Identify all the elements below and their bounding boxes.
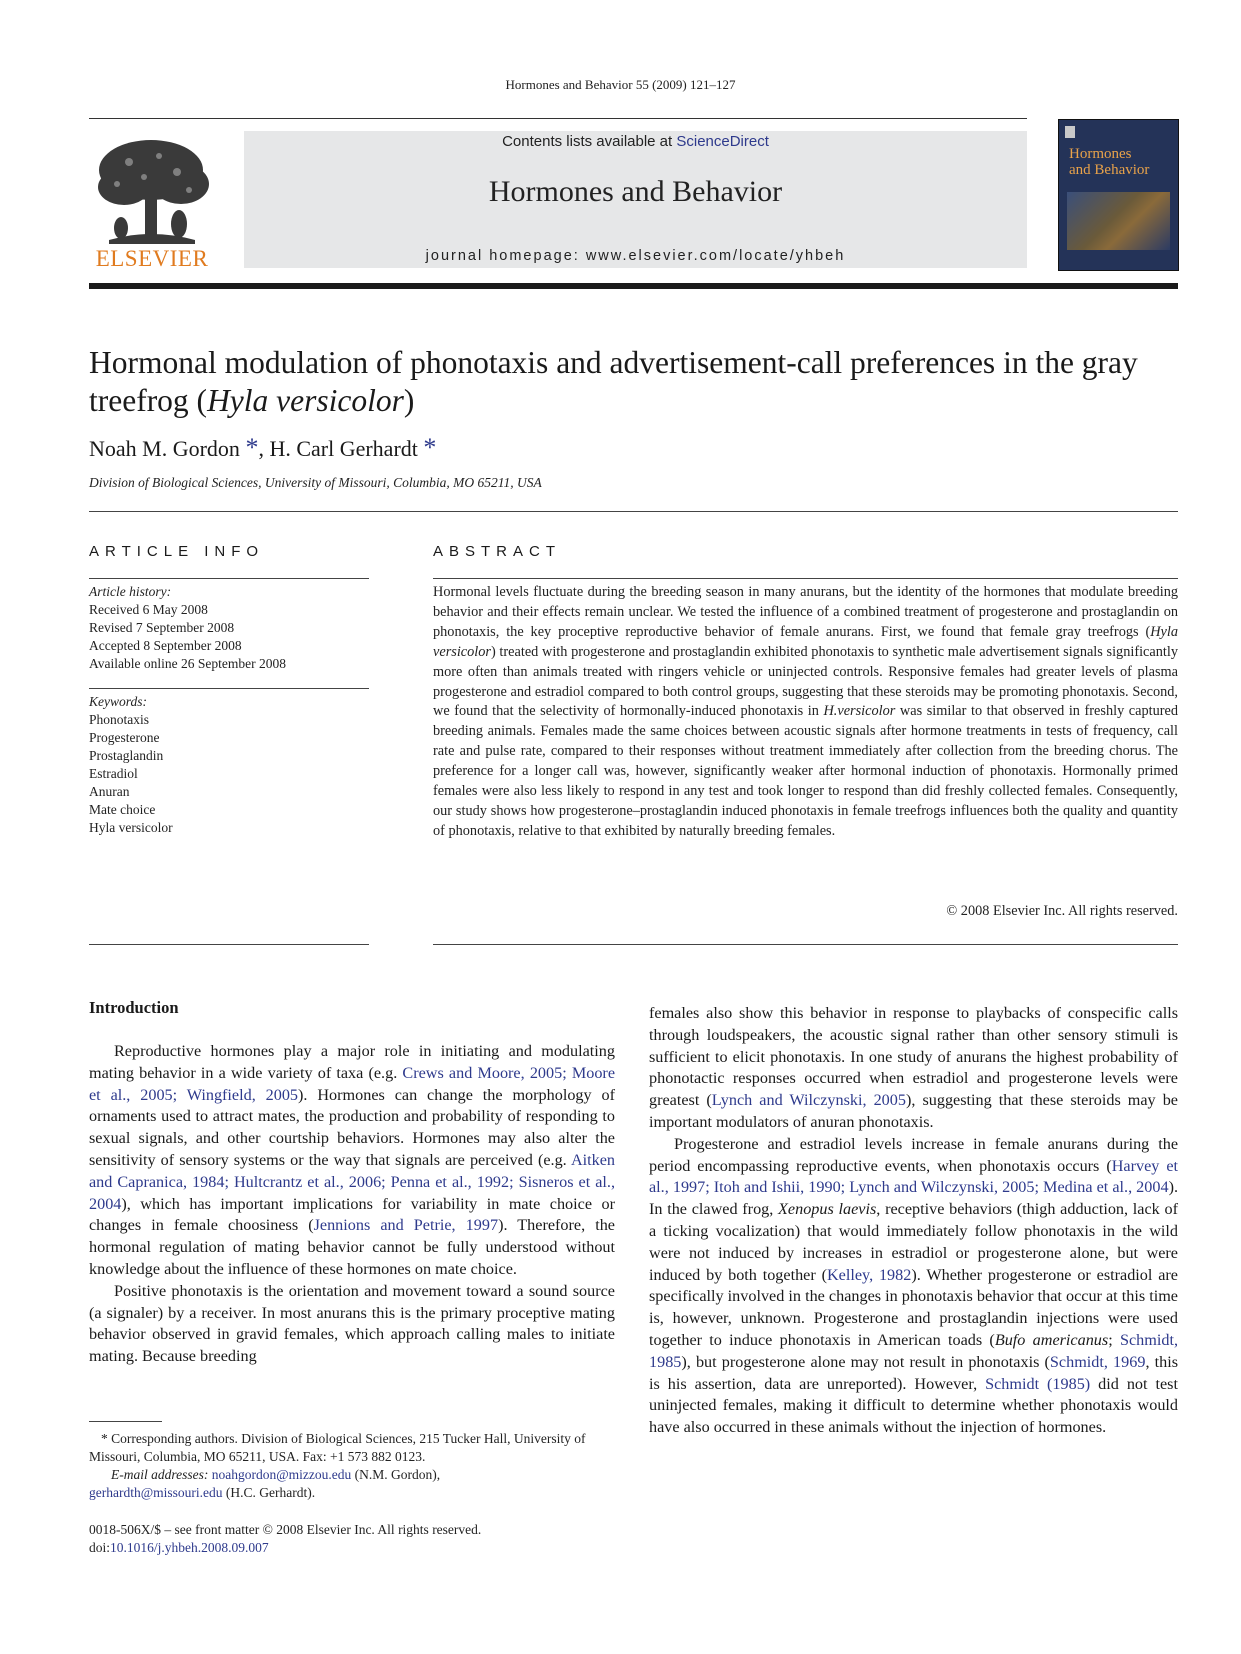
- corresponding-author-marker-1[interactable]: *: [245, 433, 259, 462]
- text-run: , receptive behaviors (thigh adduction, lack of a ticking vocalization) that would immediately follow phonotaxis in the wild were not induced by increases in estradiol or progesterone alone, but were induced by both together (: [649, 1200, 1178, 1284]
- article-info-heading: ARTICLE INFO: [89, 543, 265, 560]
- text-run: ). In the clawed frog,: [649, 1178, 1178, 1219]
- cover-publisher-icon: [1065, 126, 1075, 138]
- title-main: Hormonal modulation of phonotaxis and advertisement-call preferences in the gray treefrog (: [89, 345, 1138, 418]
- title-end: ): [403, 383, 415, 418]
- footnote-emails-cont: [89, 1484, 615, 1502]
- footnote-rule: [89, 1421, 162, 1422]
- history-item: Received 6 May 2008: [89, 602, 208, 617]
- abstract-part: Hormonal levels fluctuate during the breeding season in many anurans, but the identity of the hormones that modulate breeding behavior and their effects remain unclear. We tested the influence of a combined treatment of progesterone and prostaglandin on phonotaxis, the key proceptive reproductive behavior of female anurans. First, we found that female gray treefrogs (: [433, 584, 1178, 640]
- text-run: ), but progesterone alone may not result in phonotaxis (: [681, 1352, 1050, 1371]
- keyword-item: Mate choice: [89, 802, 156, 817]
- text-run: ). Therefore, the hormonal regulation of mating behavior cannot be fully understood without knowledge about the influence of these hormones on mate choice.: [89, 1216, 615, 1278]
- divider: [89, 944, 369, 945]
- abstract-heading: ABSTRACT: [433, 543, 562, 560]
- homepage-prefix: journal homepage:: [425, 248, 586, 264]
- abstract-species: Hyla versicolor: [433, 623, 1178, 660]
- cover-frog-photo: [1067, 192, 1170, 250]
- abstract-part: was similar to that observed in freshly captured breeding animals. Females made the same choices between acoustic signals after hormone treatments in tests of frequency, call rate and pulse rate, compared to their responses without treatment immediately after collection from the breeding chorus. The preference for a longer call was, however, significantly weaker after hormonal induction of phonotaxis. Hormonally primed females were also less likely to respond in any test and took longer to respond than did freshly collected females. Consequently, our study shows how progesterone–prostaglandin induced phonotaxis in female treefrogs influences both the quality and quantity of phonotaxis, relative to that exhibited by naturally breeding females.: [433, 703, 1178, 839]
- citation-link[interactable]: Aitken and Capranica, 1984; Hultcrantz et al., 2006; Penna et al., 1992; Sisneros et al., 2004: [89, 1150, 615, 1213]
- history-item: Available online 26 September 2008: [89, 656, 286, 671]
- email-owner: (H.C. Gerhardt).: [222, 1485, 316, 1500]
- text-run: ). Whether progesterone or estradiol are specifically involved in the changes in phonotaxis behavior that occur at this time is, however, unknown. Progesterone and prostaglandin injections were used together to induce phonotaxis in American toads (: [649, 1265, 1178, 1349]
- body-column-right: [649, 1003, 1178, 1439]
- author-list: Noah M. Gordon *, H. Carl Gerhardt *: [89, 433, 437, 462]
- abstract-species: H.versicolor: [823, 703, 896, 720]
- cover-title-line1: Hormones: [1069, 146, 1132, 162]
- paragraph: [649, 1003, 1178, 1134]
- citation-link[interactable]: Harvey et al., 1997; Itoh and Ishii, 1990; Lynch and Wilczynski, 2005; Medina et al., 2004: [649, 1156, 1178, 1197]
- paragraph: [89, 1041, 615, 1281]
- history-item: Revised 7 September 2008: [89, 620, 235, 635]
- contents-prefix: Contents lists available at: [502, 133, 677, 150]
- article-title: [89, 344, 1178, 420]
- doi-label: doi:: [89, 1540, 111, 1555]
- top-rule: [89, 118, 1027, 119]
- citation-link[interactable]: Schmidt (1985): [985, 1374, 1091, 1393]
- doi-line: [89, 1539, 615, 1557]
- email-label: E-mail addresses:: [111, 1467, 209, 1482]
- keywords-label: Keywords:: [89, 694, 147, 709]
- elsevier-wordmark: ELSEVIER: [95, 246, 209, 271]
- citation-link[interactable]: Lynch and Wilczynski, 2005: [711, 1091, 906, 1110]
- author-2: H. Carl Gerhardt: [269, 436, 418, 461]
- divider: [433, 944, 1178, 945]
- body-column-left: [89, 1041, 615, 1368]
- history-label: Article history:: [89, 584, 172, 599]
- abstract-copyright: © 2008 Elsevier Inc. All rights reserved.: [946, 903, 1178, 919]
- text-run: ;: [1108, 1330, 1120, 1349]
- species-name: Xenopus laevis: [778, 1200, 877, 1219]
- keyword-item: Progesterone: [89, 730, 160, 745]
- affiliation: Division of Biological Sciences, University of Missouri, Columbia, MO 65211, USA: [89, 475, 542, 490]
- text-run: , this is his assertion, data are unreported). However,: [649, 1352, 1179, 1393]
- author-1: Noah M. Gordon: [89, 436, 240, 461]
- contents-line: [244, 133, 1027, 150]
- sciencedirect-link[interactable]: ScienceDirect: [676, 133, 769, 150]
- keyword-item: Prostaglandin: [89, 748, 164, 763]
- email-owner: (N.M. Gordon),: [351, 1467, 441, 1482]
- corresponding-author-marker-2[interactable]: *: [423, 433, 437, 462]
- email-link[interactable]: noahgordon@mizzou.edu: [211, 1467, 352, 1482]
- front-matter-info: [89, 1521, 615, 1557]
- text-run: did not test uninjected females, making it difficult to determine whether phonotaxis would have also occurred in these animals without the injection of hormones.: [649, 1374, 1178, 1437]
- divider: [89, 578, 369, 579]
- keyword-item: Hyla versicolor: [89, 820, 173, 835]
- doi-link[interactable]: 10.1016/j.yhbeh.2008.09.007: [110, 1540, 269, 1555]
- keyword-item: Anuran: [89, 784, 130, 799]
- journal-cover-image: [1058, 119, 1179, 271]
- history-item: Accepted 8 September 2008: [89, 638, 242, 653]
- paragraph: Positive phonotaxis is the orientation and movement toward a sound source (a signaler) by a receiver. In most anurans this is the primary proceptive mating behavior observed in gravid females, which approach calling males to initiate mating. Because breeding: [89, 1281, 615, 1366]
- cover-title-line2: and Behavior: [1069, 162, 1150, 178]
- cover-title: [1069, 146, 1149, 178]
- abstract-text: [433, 583, 1178, 842]
- paragraph: [649, 1134, 1178, 1439]
- citation-link[interactable]: Schmidt, 1969: [1049, 1352, 1146, 1371]
- divider: [89, 511, 1178, 512]
- email-link[interactable]: gerhardth@missouri.edu: [89, 1485, 223, 1500]
- article-history: [89, 583, 369, 673]
- divider: [433, 578, 1178, 579]
- footnote-text: [89, 1430, 615, 1466]
- divider: [89, 688, 369, 689]
- journal-title: Hormones and Behavior: [488, 175, 783, 208]
- keywords-list: [89, 693, 369, 837]
- title-species: Hyla versicolor: [207, 383, 404, 418]
- masthead-rule: [89, 283, 1178, 289]
- footnote-body: Corresponding authors. Division of Biological Sciences, 215 Tucker Hall, University of Missouri, Columbia, MO 65211, USA. Fax: +1 573 882 0123.: [89, 1431, 586, 1464]
- journal-masthead: [244, 131, 1027, 268]
- introduction-heading: Introduction: [89, 998, 179, 1017]
- abstract-part: ) treated with progesterone and prostaglandin exhibited phonotaxis to synthetic male advertisement signals significantly more often than animals treated with ringers vehicle or uninjected controls. Responsive females had greater levels of plasma progesterone and estradiol compared to both control groups, suggesting that these steroids may be promoting phonotaxis. Second, we found that the selectivity of hormonally-induced phonotaxis in: [433, 643, 1178, 720]
- journal-homepage: [244, 248, 1027, 264]
- citation-link[interactable]: Schmidt, 1985: [649, 1330, 1178, 1371]
- footnote-emails: [89, 1466, 615, 1484]
- text-run: ), which has important implications for variability in mate choice or changes in female choosiness (: [89, 1194, 615, 1235]
- issn-line: 0018-506X/$ – see front matter © 2008 Elsevier Inc. All rights reserved.: [89, 1522, 482, 1537]
- citation-link[interactable]: Jennions and Petrie, 1997: [313, 1216, 499, 1235]
- homepage-link[interactable]: www.elsevier.com/locate/yhbeh: [585, 248, 846, 264]
- citation-link[interactable]: Crews and Moore, 2005; Moore et al., 2005; Wingfield, 2005: [89, 1063, 616, 1104]
- footnote: [89, 1430, 615, 1502]
- citation-link[interactable]: Kelley, 1982: [826, 1265, 912, 1284]
- text-run: Reproductive hormones play a major role in initiating and modulating mating behavior in a wide variety of taxa (e.g.: [89, 1042, 615, 1082]
- running-head: Hormones and Behavior 55 (2009) 121–127: [505, 77, 736, 92]
- keyword-item: Estradiol: [89, 766, 138, 781]
- text-run: Progesterone and estradiol levels increase in female anurans during the period encompassing reproductive events, when phonotaxis occurs (: [649, 1134, 1178, 1175]
- text-run: ). Hormones can change the morphology of ornaments used to attract mates, the production and probability of responding to sexual signals, and other courtship behaviors. Hormones may also alter the sensitivity of sensory systems or the way that signals are perceived (e.g.: [89, 1085, 615, 1169]
- footnote-marker: *: [101, 1431, 108, 1446]
- keyword-item: Phonotaxis: [89, 712, 150, 727]
- text-run: ), suggesting that these steroids may be important modulators of anuran phonotaxis.: [649, 1091, 1178, 1131]
- text-run: females also show this behavior in response to playbacks of conspecific calls through loudspeakers, the acoustic signal rather than other sensory stimuli is sufficient to elicit phonotaxis. In one study of anurans the highest probability of phonotactic responses occurred when estradiol and progesterone levels were greatest (: [649, 1004, 1178, 1110]
- species-name: Bufo americanus: [994, 1330, 1109, 1349]
